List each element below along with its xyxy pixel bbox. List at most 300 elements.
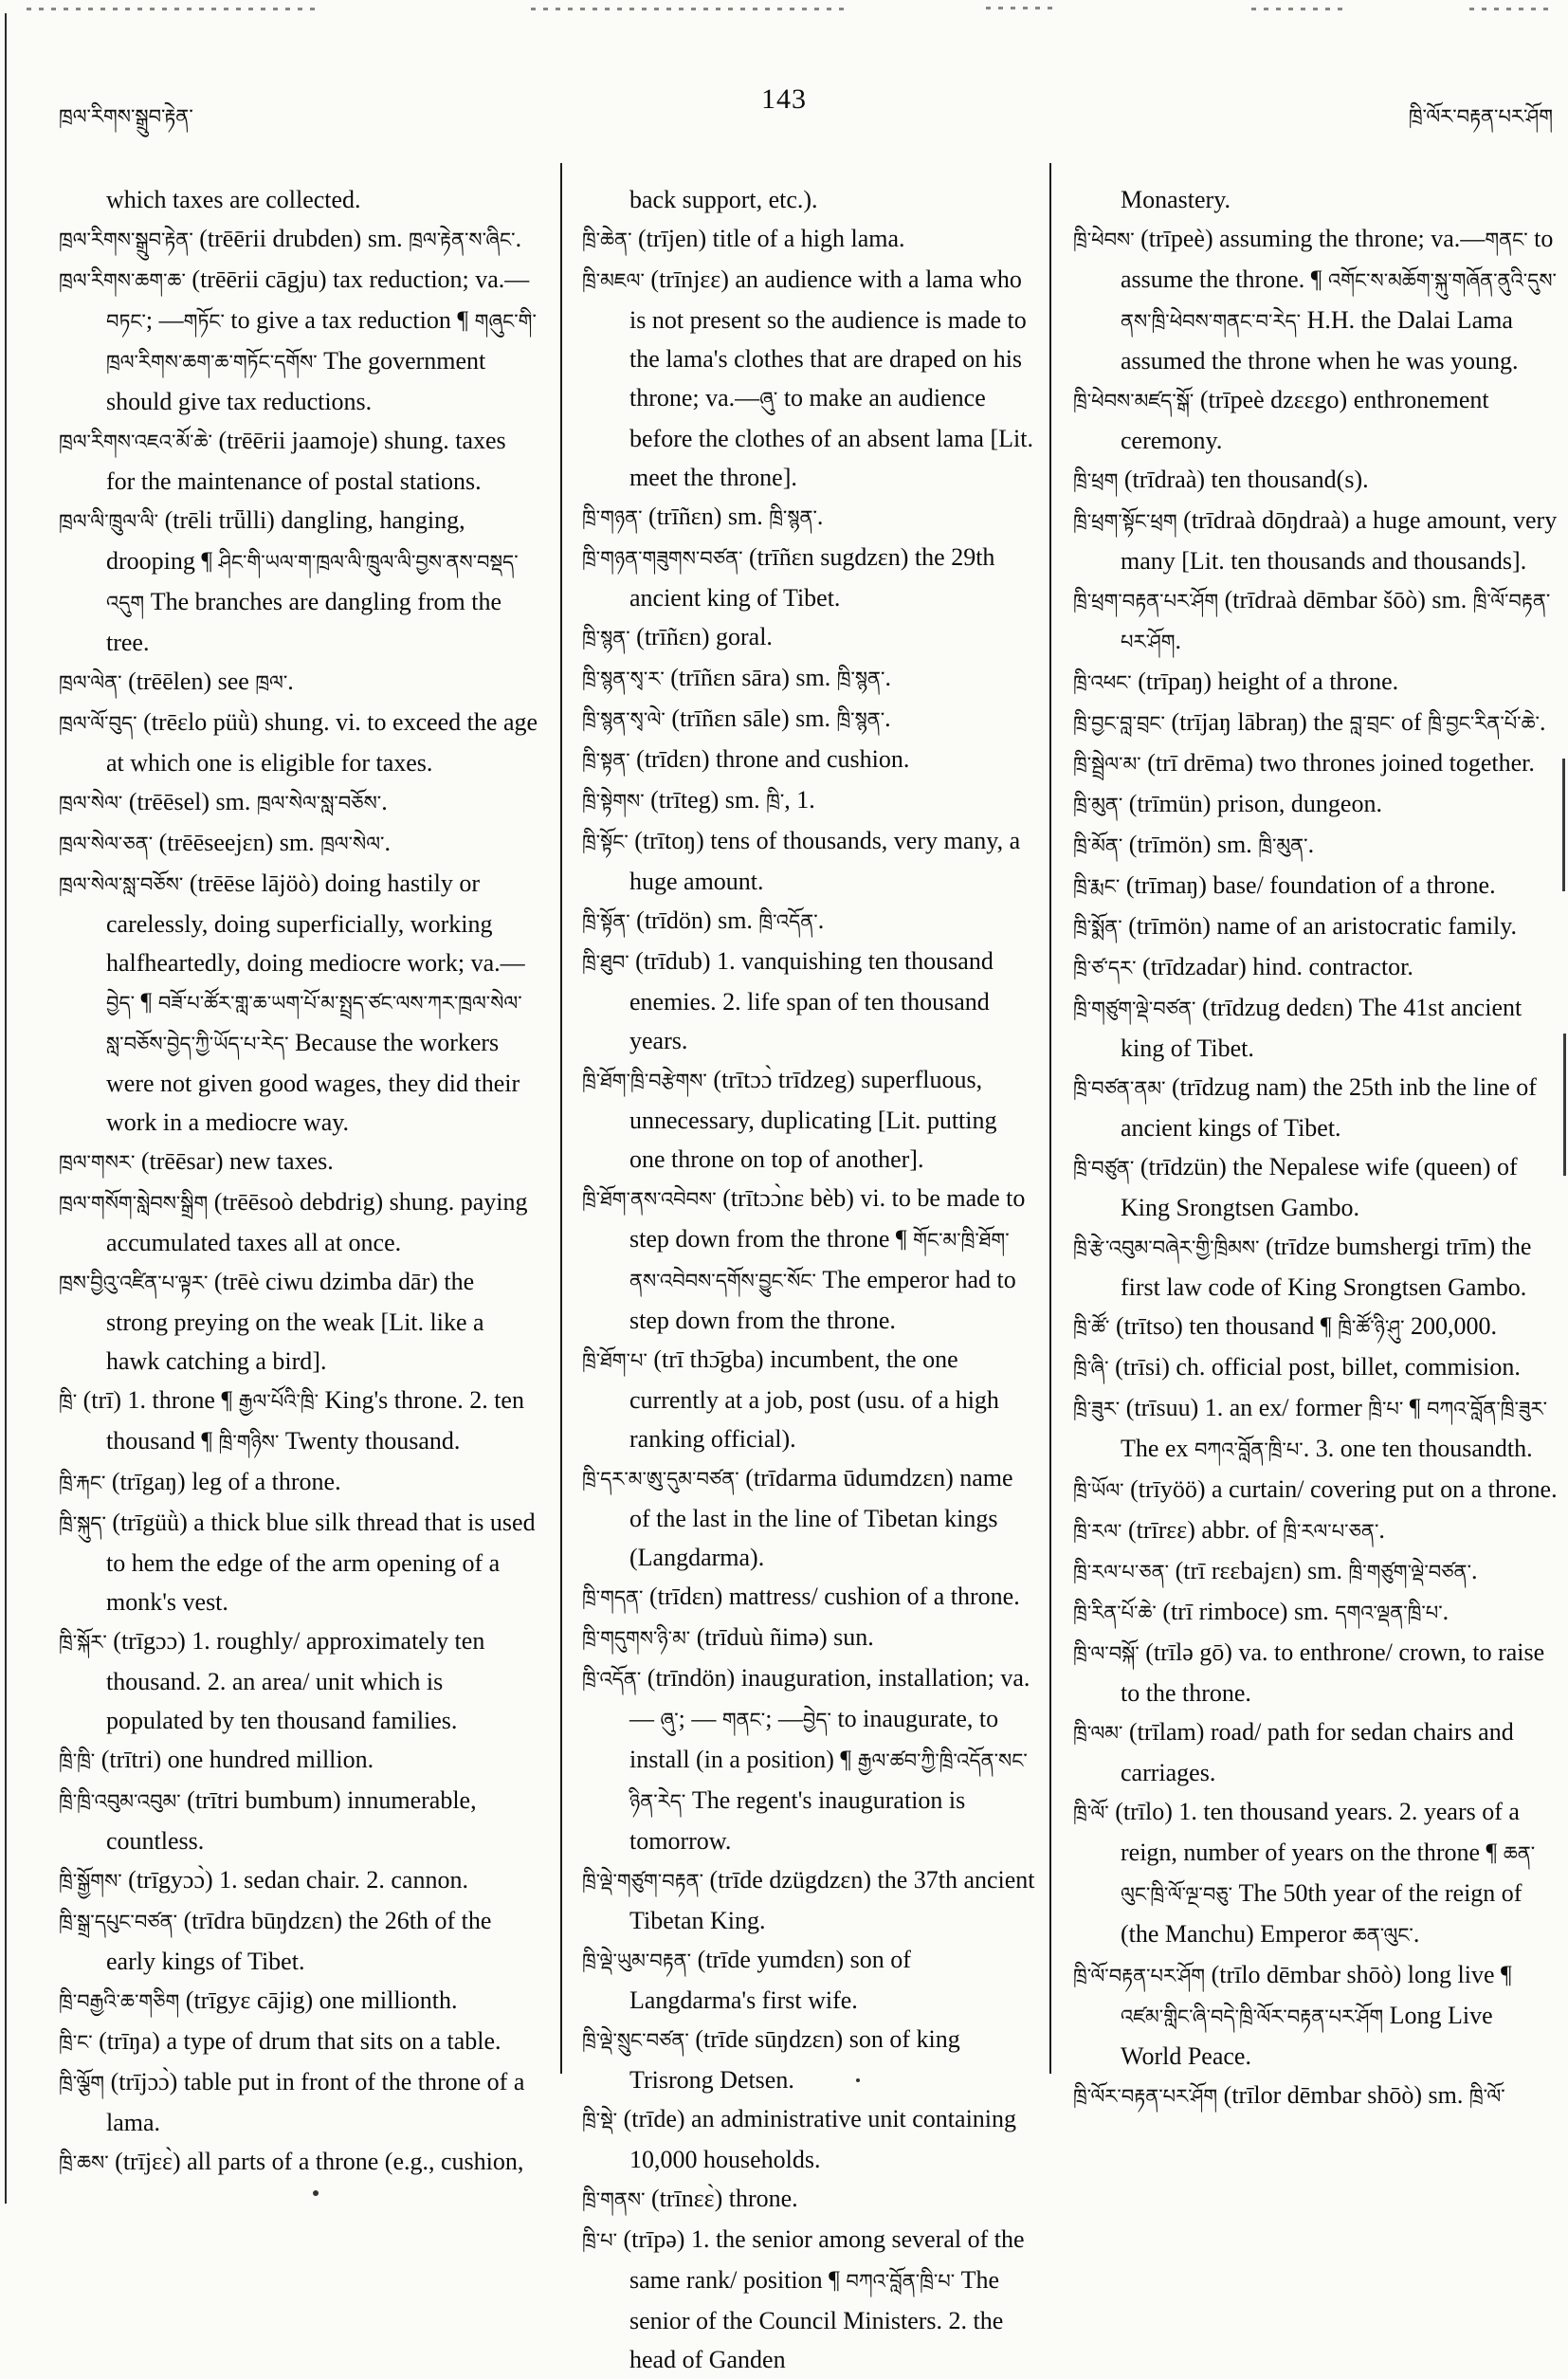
latin-text: (trīpaŋ) height of a throne. bbox=[1131, 668, 1399, 695]
dictionary-entry bbox=[1073, 784, 1559, 825]
tibetan-text: ཁྲི་ཁྲི་འབུམ་འབུམ་ bbox=[59, 1790, 181, 1813]
dictionary-entry bbox=[1073, 380, 1559, 460]
latin-text: (trīrɛɛ) abbr. of bbox=[1121, 1516, 1284, 1544]
tibetan-text: ཁྲལ་སེལ་སླ་བཅོས་ bbox=[59, 873, 184, 896]
latin-text: to inaugurate, to install (in a position) ¶ bbox=[629, 1705, 999, 1773]
latin-text: Twenty thousand. bbox=[279, 1427, 461, 1455]
dictionary-entry bbox=[582, 2179, 1035, 2220]
tibetan-text: ཁྲི་འདོན་ bbox=[758, 910, 818, 933]
dictionary-entry bbox=[1073, 1347, 1559, 1388]
tibetan-text: ཁྲི་སྡེ་ bbox=[582, 2109, 618, 2132]
latin-text: (trīlor dēmbar shōò) sm. bbox=[1217, 2081, 1469, 2109]
latin-text: (trījen) title of a high lama. bbox=[631, 225, 905, 252]
tibetan-text: ཁྲི་བཙན་ནམ་ bbox=[1073, 1077, 1166, 1100]
tibetan-text: ཁྲི་རལ་པ་ཅན་ bbox=[1283, 1520, 1379, 1543]
tibetan-text: ཁྲི་ལྡེ་ཡུམ་བརྟན་ bbox=[582, 1949, 692, 1972]
latin-text: (trīlo) 1. ten thousand years. 2. years of a reign, number of years on the throne ¶ bbox=[1108, 1798, 1520, 1866]
latin-text: . bbox=[1539, 708, 1546, 736]
latin-text: (trīsi) ch. official post, billet, commision. bbox=[1108, 1353, 1521, 1381]
dictionary-entry bbox=[1073, 1592, 1559, 1633]
tibetan-text: ཁྲི་ bbox=[766, 790, 785, 813]
latin-text: King's throne. 2. ten thousand ¶ bbox=[106, 1386, 524, 1455]
dictionary-entry bbox=[582, 2220, 1035, 2379]
latin-text: (trēēsar) new taxes. bbox=[135, 1147, 334, 1175]
tibetan-text: ཞུ་ bbox=[759, 388, 778, 411]
latin-text: (trītɔɔ̀ trīdzeg) superfluous, unnecessary, duplicating [Lit. putting one throne on top of another]. bbox=[629, 1066, 997, 1173]
latin-text: (trīdzadar) hind. contractor. bbox=[1136, 953, 1413, 980]
tibetan-text: རྒྱལ་ཚབ་ཀྱི་ཁྲི་འདོན་སང་ཉིན་རེད་ bbox=[629, 1749, 1028, 1813]
column-divider-left bbox=[560, 163, 562, 2074]
tibetan-text: གཞུང་གི་ཁྲལ་རིགས་ཆག་ཆ་གཏོང་དགོས་ bbox=[106, 310, 537, 374]
scan-edge-line bbox=[5, 13, 7, 2204]
dictionary-entry bbox=[582, 1179, 1035, 1340]
tibetan-text: ཁྲས་བྱིའུ་འཛིན་པ་ལྟར་ bbox=[59, 1272, 209, 1294]
tibetan-text: བྱེད་ bbox=[802, 1709, 831, 1731]
latin-text: (trīde) an administrative unit containing 10,000 households. bbox=[617, 2105, 1017, 2173]
dictionary-entry bbox=[1073, 866, 1559, 906]
latin-text: (trīdɛn) mattress/ cushion of a throne. bbox=[643, 1583, 1020, 1610]
latin-text: . bbox=[1442, 1598, 1449, 1625]
latin-text: to make an audience before the clothes of an absent lama [Lit. meet the throne]. bbox=[629, 384, 1033, 491]
latin-text: (trīpə) 1. the senior among several of the same rank/ position ¶ bbox=[616, 2225, 1025, 2294]
latin-text: to assume the throne. ¶ bbox=[1121, 225, 1554, 293]
tibetan-text: ཁྲལ་ལེན་ bbox=[59, 671, 122, 694]
latin-text: . bbox=[287, 668, 294, 695]
dictionary-entry bbox=[59, 1142, 538, 1182]
tibetan-text: ཁྲི་མུན་ bbox=[1073, 794, 1123, 816]
dictionary-entry bbox=[59, 1462, 538, 1503]
tibetan-text: ཁྲི་ bbox=[59, 1390, 78, 1413]
tibetan-text: ཁྲི་སྟེགས་ bbox=[582, 790, 645, 813]
tibetan-text: ཁྲལ་ལོ་བུད་ bbox=[59, 712, 137, 735]
tibetan-text: ཁྲི་རལ་པ་ཅན་ bbox=[1073, 1561, 1170, 1583]
dictionary-entry bbox=[59, 1901, 538, 1981]
dictionary-entry bbox=[1073, 1227, 1559, 1307]
latin-text: (trēēlen) see bbox=[121, 668, 256, 695]
dictionary-entry bbox=[1073, 501, 1559, 580]
latin-text: The regent's inauguration is tomorrow. bbox=[629, 1786, 966, 1855]
latin-text: (trīdraà dōŋdraà) a huge amount, very many [Lit. ten thousands and thousands]. bbox=[1121, 506, 1558, 575]
dictionary-entry bbox=[59, 501, 538, 662]
tibetan-text: ཁྲི་གཙུག་ལྡེ་བཙན་ bbox=[1348, 1561, 1471, 1583]
tibetan-text: ཁྲི་སྙན་ bbox=[769, 506, 817, 529]
latin-text: (trīteg) sm. bbox=[644, 786, 767, 814]
dictionary-entry bbox=[1073, 1792, 1559, 1955]
latin-text: (trīŋa) a type of drum that sits on a table. bbox=[92, 2027, 501, 2055]
dictionary-entry bbox=[59, 1860, 538, 1901]
dictionary-entry bbox=[582, 1577, 1035, 1618]
latin-text: (trīsuu) 1. an ex/ former bbox=[1120, 1394, 1369, 1421]
tibetan-text: ཁྲི་ཚོ་ bbox=[1073, 1316, 1110, 1339]
latin-text: (trī rɛɛbajɛn) sm. bbox=[1169, 1557, 1349, 1584]
latin-text: (trīdraà) ten thousand(s). bbox=[1118, 466, 1369, 493]
latin-text: . bbox=[1307, 831, 1315, 858]
tibetan-text: ཁྲི་ཕྲག་སྟོང་ཕྲག bbox=[1073, 510, 1177, 533]
dictionary-entry bbox=[1073, 1551, 1559, 1592]
latin-text: (trīlə gō) va. to enthrone/ crown, to raise to the throne. bbox=[1121, 1638, 1545, 1707]
dictionary-entry bbox=[1073, 2076, 1559, 2116]
latin-text: (trīduù ñimə) sun. bbox=[690, 1623, 874, 1651]
scan-edge-mark bbox=[1563, 1034, 1566, 1176]
latin-text: (trēērii drubden) sm. bbox=[192, 225, 410, 252]
tibetan-text: ཁྲལ་རིགས་ཆག་ཆ་ bbox=[59, 269, 186, 292]
latin-text: (trīñɛn sāra) sm. bbox=[664, 664, 837, 691]
latin-text: (trīnjɛɛ) an audience with a lama who is not present so the audience is made to the lama's clothes that are draped on his throne; va.— bbox=[629, 265, 1027, 412]
tibetan-text: ཁྲི་མུན་ bbox=[1258, 834, 1308, 857]
dictionary-entry bbox=[59, 219, 538, 260]
latin-text: (trīdraà dēmbar šōò) sm. bbox=[1218, 586, 1473, 613]
tibetan-text: ཁྲི་འདོན་ bbox=[582, 1668, 642, 1691]
running-head-left: ཁྲལ་རིགས་སྒྲུབ་རྟེན་ bbox=[59, 105, 193, 128]
latin-text: of bbox=[1395, 708, 1429, 736]
tibetan-text: ཁྲི་རལ་ bbox=[1073, 1520, 1122, 1543]
dictionary-entry bbox=[582, 260, 1035, 497]
latin-text: (trī rimboce) sm. bbox=[1156, 1598, 1336, 1625]
dictionary-entry bbox=[582, 1340, 1035, 1458]
dictionary-entry bbox=[1073, 580, 1559, 662]
dictionary-entry bbox=[582, 1458, 1035, 1577]
tibetan-text: ཁྲི་བྱང་བླ་བྲང་ bbox=[1073, 712, 1165, 735]
latin-text: (trīmaŋ) base/ foundation of a throne. bbox=[1120, 871, 1496, 899]
tibetan-text: ཁྲི་སྒྲ་དཔུང་བཙན་ bbox=[59, 1911, 178, 1933]
latin-text: (trīdzug nam) the 25th inb the line of ancient kings of Tibet. bbox=[1121, 1073, 1537, 1142]
latin-text: ; — bbox=[678, 1705, 722, 1732]
tibetan-text: ཁྲི་ཆེན་ bbox=[582, 229, 632, 251]
latin-text: 200,000. bbox=[1404, 1312, 1498, 1340]
tibetan-text: བཟོ་པ་ཚོར་གླ་ཆ་ཡག་པོ་མ་སྤྲད་ཙང་ལས་ཀར་ཁྲལ་སེལ་སླ་བཅོས་བྱེད་ཀྱི་ཡོད་པ་རེད་ bbox=[106, 992, 522, 1055]
latin-text: . bbox=[381, 788, 388, 815]
tibetan-text: བཀའ་བློན་ཁྲི་པ་ bbox=[846, 2270, 956, 2293]
latin-text: back support, etc.). bbox=[629, 186, 818, 213]
tibetan-text: ཁྲི་ཕྲག་བརྟན་པར་ཤོག bbox=[1073, 590, 1219, 613]
column-1 bbox=[59, 180, 538, 2183]
tibetan-text: ཁྲི་ཆས་ bbox=[59, 2151, 109, 2174]
dictionary-entry bbox=[59, 1182, 538, 1262]
tibetan-text: ཁྲལ་ bbox=[255, 671, 288, 694]
dictionary-entry bbox=[59, 421, 538, 501]
tibetan-text: ཁྲི་མཇལ་ bbox=[582, 269, 645, 292]
tibetan-text: ཁྲི་སྙན་སྭ་ལེ་ bbox=[582, 708, 665, 731]
latin-text: (trīmün) prison, dungeon. bbox=[1122, 790, 1382, 817]
dictionary-entry bbox=[59, 1621, 538, 1740]
latin-text: . bbox=[1413, 1920, 1420, 1948]
dictionary-entry bbox=[1073, 1388, 1559, 1470]
latin-text: (trēɛlo püǜ) shung. vi. to exceed the age at which one is eligible for taxes. bbox=[106, 708, 538, 777]
latin-text: (trēēsel) sm. bbox=[122, 788, 257, 815]
tibetan-text: ཤིང་གི་ཡལ་ག་ཁྲལ་ལི་ཁྲུལ་ལི་བྱས་ནས་བསྡད་འདུག bbox=[106, 551, 519, 614]
latin-text: Monastery. bbox=[1121, 186, 1231, 213]
latin-text: (trītɔɔ̀nɛ bèb) vi. to be made to step down from the throne ¶ bbox=[629, 1184, 1026, 1253]
latin-text: . bbox=[384, 829, 391, 856]
dictionary-entry bbox=[59, 782, 538, 823]
dictionary-entry bbox=[59, 2062, 538, 2142]
latin-text: . bbox=[1175, 627, 1182, 654]
latin-text: . bbox=[816, 503, 824, 530]
tibetan-text: ཁྲི་སྨོན་ bbox=[1073, 916, 1122, 939]
tibetan-text: ཁྲི་སྐོར་ bbox=[59, 1631, 107, 1654]
latin-text: (trīdub) 1. vanquishing ten thousand enemies. 2. life span of ten thousand years. bbox=[629, 947, 994, 1054]
latin-text: (trī drēma) two thrones joined together. bbox=[1140, 749, 1535, 777]
column-2 bbox=[582, 180, 1035, 2379]
dictionary-entry bbox=[1073, 1955, 1559, 2076]
latin-text: (trīdze bumshergi trīm) the first law code of King Srongtsen Gambo. bbox=[1121, 1233, 1532, 1301]
dictionary-entry bbox=[1073, 1307, 1559, 1347]
tibetan-text: བླ་བྲང་ bbox=[1349, 712, 1395, 735]
column-divider-right bbox=[1049, 163, 1051, 2074]
tibetan-text: རྒྱལ་པོའི་ཁྲི་ bbox=[238, 1390, 319, 1413]
latin-text: (trīyöö) a curtain/ covering put on a throne. bbox=[1123, 1475, 1558, 1503]
tibetan-text: ཁྲི་སྐུད་ bbox=[59, 1512, 106, 1535]
dictionary-entry bbox=[582, 740, 1035, 780]
latin-text: (trīdön) sm. bbox=[629, 906, 759, 934]
tibetan-text: གོང་མ་ཁྲི་ཐོག་ནས་འབེབས་དགོས་བྱུང་སོང་ bbox=[629, 1229, 1010, 1292]
tibetan-text: གནང་ bbox=[721, 1709, 766, 1731]
dictionary-entry bbox=[59, 1503, 538, 1621]
latin-text: (trēli trǖlli) dangling, hanging, drooping ¶ bbox=[106, 506, 465, 575]
tibetan-text: ཁྲི་ཕེབས་མཛད་སྒོ་ bbox=[1073, 390, 1194, 412]
dictionary-entry bbox=[1073, 1712, 1559, 1792]
tibetan-text: ཁྲི་ལམ་ bbox=[1073, 1722, 1123, 1745]
latin-text: The 50th year of the reign of (the Manchu) Emperor bbox=[1121, 1879, 1522, 1948]
tibetan-text: ཁྲི་གཉན་ bbox=[582, 506, 643, 529]
latin-text: (trīdzün) the Nepalese wife (queen) of King Srongtsen Gambo. bbox=[1121, 1153, 1518, 1221]
latin-text: The senior of the Council Ministers. 2. the head of Ganden bbox=[629, 2266, 1004, 2373]
dictionary-entry bbox=[59, 864, 538, 1142]
latin-text: (trīdra būŋdzɛn) the 26th of the early kings of Tibet. bbox=[106, 1907, 492, 1975]
tibetan-text: ཁྲི་གཙུག་ལྡེ་བཙན་ bbox=[1073, 997, 1196, 1020]
dictionary-entry bbox=[582, 942, 1035, 1060]
running-head-right: ཁྲི་ལོར་བརྟན་པར་ཤོག bbox=[1408, 105, 1553, 128]
latin-text: (trī) 1. throne ¶ bbox=[77, 1386, 239, 1414]
dictionary-entry bbox=[59, 260, 538, 421]
tibetan-text: ཁྲི་ལོ་ bbox=[1468, 2085, 1505, 2108]
tibetan-text: ཁྲི་པ་ bbox=[582, 2229, 617, 2252]
tibetan-text: ཁྲི་ཙ་དར་ bbox=[1073, 957, 1137, 979]
latin-text: (trīgüǜ) a thick blue silk thread that is used to hem the edge of the arm opening of a monk's vest. bbox=[105, 1509, 536, 1616]
tibetan-text: འཛམ་གླིང་ཞི་བདེ་ཁྲི་ལོར་བརྟན་པར་ཤོག bbox=[1121, 2005, 1384, 2028]
tibetan-text: ཁྲི་བཙུན་ bbox=[1073, 1157, 1135, 1180]
latin-text: (trēērii jaamoje) shung. taxes for the maintenance of postal stations. bbox=[106, 427, 506, 495]
dictionary-entry bbox=[59, 1740, 538, 1781]
latin-text: (trīdzug dedɛn) The 41st ancient king of Tibet. bbox=[1121, 994, 1522, 1062]
tibetan-text: ཁྲི་ཐོག་པ་ bbox=[582, 1349, 647, 1372]
latin-text: Because the workers were not given good wages, they did their work in a mediocre way. bbox=[106, 1029, 520, 1136]
tibetan-text: ཁྲི་ལོར་བརྟན་པར་ཤོག bbox=[1073, 2085, 1218, 2108]
latin-text: (trītri) one hundred million. bbox=[95, 1746, 374, 1773]
latin-text: (trīgaŋ) leg of a throne. bbox=[105, 1468, 341, 1495]
dictionary-entry bbox=[59, 823, 538, 864]
tibetan-text: ཁྲི་ལོ་བརྟན་པར་ཤོག bbox=[1121, 590, 1551, 653]
latin-text: (trīndön) inauguration, installation; va.— bbox=[629, 1664, 1030, 1732]
tibetan-text: ཁྲི་ཚོ་ཉི་ཤུ་ bbox=[1338, 1316, 1405, 1339]
tibetan-text: ཁྲི་བརྒྱའི་ཆ་གཅིག bbox=[59, 1990, 180, 2013]
dictionary-entry bbox=[582, 780, 1035, 821]
dictionary-entry bbox=[1073, 460, 1559, 501]
tibetan-text: ཁྲི་སྒྱོགས་ bbox=[59, 1870, 122, 1893]
tibetan-text: ཁྲི་བྱང་རིན་པོ་ཆེ་ bbox=[1428, 712, 1540, 735]
dictionary-entry bbox=[1073, 703, 1559, 743]
tibetan-text: ཁྲལ་རིགས་སྒྲུབ་རྟེན་ bbox=[59, 229, 193, 251]
latin-text: H.H. the Dalai Lama assumed the throne when he was young. bbox=[1121, 306, 1519, 375]
latin-text: (trīdɛn) throne and cushion. bbox=[629, 745, 910, 773]
tibetan-text: ཁྲི་རིན་པོ་ཆེ་ bbox=[1073, 1601, 1157, 1624]
latin-text: The government should give tax reductions. bbox=[106, 347, 486, 415]
latin-text: ¶ bbox=[135, 988, 158, 1016]
entry-continuation-line bbox=[1073, 180, 1559, 219]
tibetan-text: ཁྲི་ཞི་ bbox=[1073, 1357, 1109, 1380]
dictionary-entry bbox=[582, 901, 1035, 942]
dictionary-entry bbox=[59, 1981, 538, 2022]
tibetan-text: ཁྲི་ལ་བསྐོ་ bbox=[1073, 1642, 1140, 1665]
latin-text: (trītso) ten thousand ¶ bbox=[1109, 1312, 1339, 1340]
dictionary-entry bbox=[1073, 1147, 1559, 1227]
tibetan-text: ཁྲལ་གསར་ bbox=[59, 1151, 136, 1174]
latin-text: (trīgyɛ cājig) one millionth. bbox=[179, 1986, 458, 2014]
dictionary-entry bbox=[582, 1860, 1035, 1940]
latin-text: (trīde sūŋdzɛn) son of king Trisrong Detsen. bbox=[629, 2025, 960, 2094]
tibetan-text: དགའ་ལྡན་ཁྲི་པ་ bbox=[1335, 1601, 1443, 1624]
latin-text: which taxes are collected. bbox=[106, 186, 361, 213]
latin-text: (trīlam) road/ path for sedan chairs and carriages. bbox=[1121, 1718, 1514, 1786]
latin-text: (trīñɛn) goral. bbox=[629, 623, 773, 650]
tibetan-text: ཁྲི་སྟན་ bbox=[582, 749, 630, 772]
tibetan-text: ཁྲི་སྙན་ bbox=[582, 627, 630, 650]
latin-text: (trēēsoò debdrig) shung. paying accumulated taxes all at once. bbox=[106, 1188, 528, 1256]
dictionary-entry bbox=[1073, 988, 1559, 1068]
tibetan-text: ཁྲལ་ལི་ཁྲུལ་ལི་ bbox=[59, 510, 159, 533]
tibetan-text: བཏང་ bbox=[106, 310, 146, 333]
latin-text: The emperor had to step down from the throne. bbox=[629, 1266, 1016, 1334]
latin-text: (trī thɔ̄gba) incumbent, the one currently at a job, post (usu. of a high ranking official). bbox=[629, 1345, 999, 1453]
entry-continuation-line bbox=[59, 180, 538, 219]
latin-text: (trīmön) sm. bbox=[1122, 831, 1259, 858]
dictionary-entry bbox=[1073, 906, 1559, 947]
latin-text: (trītri bumbum) innumerable, countless. bbox=[106, 1786, 477, 1855]
tibetan-text: ཁྲི་རྩེ་འབུམ་བཞེར་གྱི་ཁྲིམས་ bbox=[1073, 1236, 1260, 1259]
dictionary-entry bbox=[582, 699, 1035, 740]
tibetan-text: ཁྲི་གནས་ bbox=[582, 2188, 646, 2211]
dictionary-entry bbox=[1073, 1470, 1559, 1510]
dictionary-entry bbox=[59, 1262, 538, 1381]
entry-continuation-line bbox=[582, 180, 1035, 219]
latin-text: (trēēse lājöò) doing hastily or carelessly, doing superficially, working halfheartedly, doing mediocre work; va.— bbox=[106, 869, 525, 977]
dictionary-entry bbox=[582, 1940, 1035, 2020]
latin-text: (trīmön) name of an aristocratic family. bbox=[1121, 912, 1518, 940]
tibetan-text: ཆན་ལུང་ bbox=[1352, 1924, 1413, 1947]
dictionary-entry bbox=[1073, 743, 1559, 784]
latin-text: (trīpeè dzɛɛgo) enthronement ceremony. bbox=[1121, 386, 1489, 454]
page-header bbox=[0, 0, 1568, 171]
dictionary-entry bbox=[582, 658, 1035, 699]
tibetan-text: ཁྲི་ཟུར་ bbox=[1073, 1398, 1121, 1420]
latin-text: . bbox=[884, 664, 891, 691]
tibetan-text: ཁྲལ་སེལ་ bbox=[320, 833, 385, 855]
tibetan-text: ཁྲི་འཕང་ bbox=[1073, 671, 1132, 694]
dictionary-entry bbox=[582, 617, 1035, 658]
dictionary-entry bbox=[1073, 1633, 1559, 1712]
latin-text: (trījɛɛ̀) all parts of a throne (e.g., cushion, bbox=[108, 2148, 524, 2175]
dictionary-entry bbox=[1073, 1510, 1559, 1551]
dictionary-entry bbox=[582, 538, 1035, 617]
dictionary-entry bbox=[59, 2022, 538, 2062]
tibetan-text: ཁྲལ་གསོག་སླེབས་སྒྲིག bbox=[59, 1192, 209, 1215]
tibetan-text: ཁྲི་གཉན་གཟུགས་བཙན་ bbox=[582, 547, 743, 570]
latin-text: (trīdarma ūdumdzɛn) name of the last in the line of Tibetan kings (Langdarma). bbox=[629, 1464, 1013, 1571]
latin-text: (trījɔɔ̀) table put in front of the throne of a lama. bbox=[104, 2068, 525, 2136]
tibetan-text: ཁྲི་གདན་ bbox=[582, 1586, 644, 1609]
dictionary-entry bbox=[582, 2099, 1035, 2179]
latin-text: ¶ bbox=[1403, 1394, 1428, 1421]
latin-text: (trīpeè) assuming the throne; va.— bbox=[1134, 225, 1486, 252]
dictionary-entry bbox=[582, 1658, 1035, 1860]
tibetan-text: ཁྲི་ཐོག་ནས་འབེབས་ bbox=[582, 1188, 717, 1211]
latin-text: (trījaŋ lābraŋ) the bbox=[1164, 708, 1350, 736]
latin-text: (trīlo dēmbar shōò) long live ¶ bbox=[1205, 1961, 1512, 1988]
tibetan-text: ཁྲི་ཡོལ་ bbox=[1073, 1479, 1124, 1502]
latin-text: . bbox=[1378, 1516, 1385, 1544]
tibetan-text: བྱེད་ bbox=[106, 992, 136, 1015]
latin-text: (trīde dzügdzɛn) the 37th ancient Tibetan King. bbox=[629, 1866, 1035, 1934]
tibetan-text: ཁྲལ་སེལ་ཅན་ bbox=[59, 833, 154, 855]
tibetan-text: ཁྲི་ཕེབས་ bbox=[1073, 229, 1135, 251]
latin-text: . bbox=[817, 906, 825, 934]
tibetan-text: ཁྲི་གཉིས་ bbox=[218, 1431, 280, 1454]
dictionary-entry bbox=[582, 1060, 1035, 1179]
latin-text: (trīñɛn sugdzɛn) the 29th ancient king of Tibet. bbox=[629, 543, 995, 612]
dictionary-entry bbox=[582, 1618, 1035, 1658]
tibetan-text: ཁྲི་སྙན་ bbox=[836, 668, 885, 690]
latin-text: (trēè ciwu dzimba dār) the strong preying on the weak [Lit. like a hawk catching a bird]. bbox=[106, 1268, 484, 1375]
tibetan-text: ཁྲི་སྦྲེལ་མ་ bbox=[1073, 753, 1141, 776]
tibetan-text: ཁྲི་དར་མ་ཨུ་དུམ་བཙན་ bbox=[582, 1468, 739, 1491]
latin-text: . bbox=[1470, 1557, 1478, 1584]
latin-text: (trītoŋ) tens of thousands, very many, a huge amount. bbox=[628, 827, 1021, 895]
latin-text: Long Live World Peace. bbox=[1121, 2002, 1493, 2070]
latin-text: . 3. one ten thousandth. bbox=[1303, 1435, 1533, 1462]
tibetan-text: ཁྲི་རྐང་ bbox=[59, 1472, 106, 1494]
tibetan-text: ཁྲི་སྟོང་ bbox=[582, 831, 629, 853]
dictionary-entry bbox=[582, 219, 1035, 260]
latin-text: (trīñɛn sāle) sm. bbox=[665, 705, 837, 732]
tibetan-text: ཁྲི་ལོ་བརྟན་པར་ཤོག bbox=[1073, 1965, 1206, 1987]
tibetan-text: ཁྲལ་སེལ་སླ་བཅོས་ bbox=[256, 792, 382, 814]
dictionary-entry bbox=[1073, 825, 1559, 866]
tibetan-text: ཞུ་ bbox=[660, 1709, 679, 1731]
tibetan-text: བཀའ་བློན་ཁྲི་པ་ bbox=[1194, 1438, 1304, 1461]
dictionary-entry bbox=[1073, 1068, 1559, 1147]
latin-text: (trīgɔɔ) 1. roughly/ approximately ten thousand. 2. an area/ unit which is populated by ten thousand families. bbox=[106, 1627, 485, 1734]
latin-text: to give a tax reduction ¶ bbox=[224, 306, 475, 334]
latin-text: . bbox=[515, 225, 522, 252]
tibetan-text: ཁྲི་ང་ bbox=[59, 2031, 93, 2054]
tibetan-text: ཁྲི་ཁྲི་ bbox=[59, 1749, 96, 1772]
latin-text: (trīñɛn) sm. bbox=[642, 503, 770, 530]
latin-text: The ex bbox=[1121, 1435, 1194, 1462]
tibetan-text: ཁྲལ་རྟེན་ས་ཞིང་ bbox=[409, 229, 516, 251]
dictionary-entry bbox=[582, 821, 1035, 901]
tibetan-text: ཁྲི་རྨང་ bbox=[1073, 875, 1121, 898]
latin-text: The branches are dangling from the tree. bbox=[106, 588, 502, 656]
tibetan-text: ཁྲི་སྟོན་ bbox=[582, 910, 630, 933]
dictionary-entry bbox=[1073, 662, 1559, 703]
tibetan-text: ཆན་ལུང་ཁྲི་ལོ་ལྔ་བཅུ་ bbox=[1121, 1842, 1536, 1906]
tibetan-text: ཁྲི་གདུགས་ཉི་མ་ bbox=[582, 1627, 691, 1650]
tibetan-text: གཏོང་ bbox=[183, 310, 225, 333]
tibetan-text: ཁྲལ་སེལ་ bbox=[59, 792, 123, 814]
tibetan-text: བཀའ་བློན་ཁྲི་ཟུར་ bbox=[1427, 1398, 1547, 1420]
latin-text: (trīnɛɛ̀) throne. bbox=[645, 2185, 798, 2212]
latin-text: , 1. bbox=[784, 786, 815, 814]
